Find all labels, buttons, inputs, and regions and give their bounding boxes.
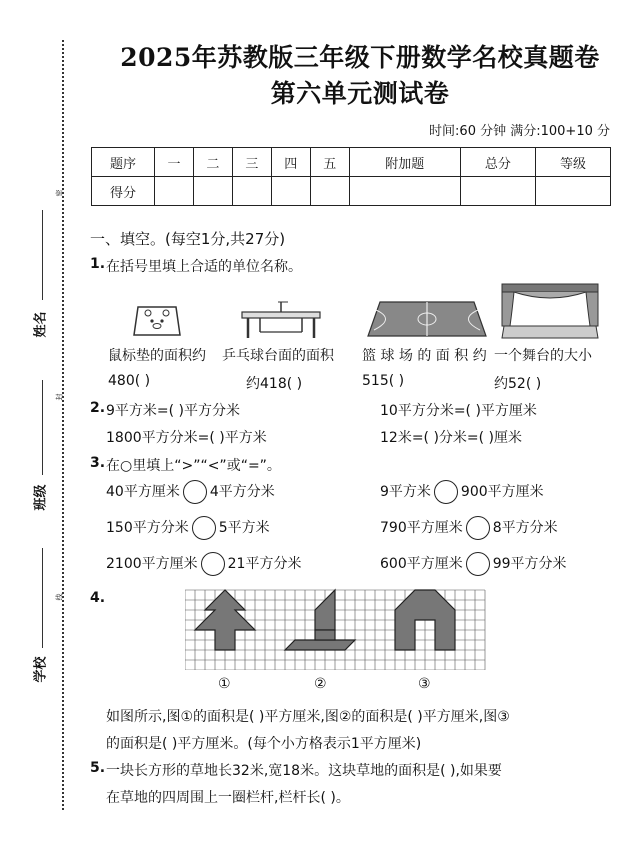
q2-a[interactable]: 9平方米=( )平方分米 <box>106 403 241 419</box>
class-blank[interactable] <box>42 380 43 475</box>
mouse-pad-image <box>132 305 182 337</box>
compare-left: 40平方厘米 <box>106 484 180 500</box>
score-input-cell[interactable] <box>310 177 349 206</box>
q1-item2-blank[interactable]: 约418( ) <box>246 376 303 392</box>
q1-item3-line1: 篮 球 场 的 面 积 约 <box>362 348 487 364</box>
exam-meta: 时间:60 分钟 满分:100+10 分 <box>429 124 610 139</box>
q1-item1-line1: 鼠标垫的面积约 <box>108 348 206 364</box>
question-number: 1. <box>90 256 106 272</box>
grid-figure <box>185 588 487 670</box>
school-label: 学校 <box>33 656 49 683</box>
figure-2-shape <box>315 630 335 640</box>
table-cell: 五 <box>310 148 349 177</box>
name-blank[interactable] <box>42 210 43 300</box>
q1-item4-blank[interactable]: 约52( ) <box>494 376 542 392</box>
name-label: 姓名 <box>33 311 49 338</box>
question-number: 3. <box>90 455 106 471</box>
score-input-cell[interactable] <box>535 177 610 206</box>
table-cell: 二 <box>193 148 232 177</box>
compare-left: 600平方厘米 <box>380 556 463 572</box>
figure-2-shape <box>285 640 355 650</box>
score-input-cell[interactable] <box>460 177 535 206</box>
compare-row <box>106 552 301 576</box>
compare-left: 150平方分米 <box>106 520 189 536</box>
stage-image <box>500 282 600 340</box>
figure-2-label: ② <box>314 676 327 692</box>
compare-left: 9平方米 <box>380 484 431 500</box>
page-subtitle: 第六单元测试卷 <box>270 79 450 108</box>
compare-row <box>106 480 275 504</box>
basketball-court-image <box>366 298 488 340</box>
compare-right: 900平方厘米 <box>460 484 544 500</box>
compare-right: 8平方分米 <box>492 520 558 536</box>
compare-row <box>380 516 558 540</box>
score-table-header-row <box>92 148 611 177</box>
q1-item3-blank[interactable]: 515( ) <box>362 373 405 389</box>
compare-right: 99平方分米 <box>492 556 567 572</box>
compare-left: 790平方厘米 <box>380 520 463 536</box>
compare-circle[interactable] <box>434 480 458 504</box>
table-cell: 三 <box>232 148 271 177</box>
binding-mark-2: 封 <box>55 393 64 401</box>
compare-right: 4平方分米 <box>209 484 275 500</box>
q5-text-line2[interactable]: 在草地的四周围上一圈栏杆,栏杆长( )。 <box>106 790 350 806</box>
score-input-cell[interactable] <box>155 177 194 206</box>
compare-circle[interactable] <box>466 552 490 576</box>
compare-row <box>106 516 270 540</box>
compare-right: 21平方分米 <box>227 556 302 572</box>
table-cell: 等级 <box>535 148 610 177</box>
score-input-cell[interactable] <box>232 177 271 206</box>
compare-circle[interactable] <box>192 516 216 540</box>
compare-circle[interactable] <box>466 516 490 540</box>
question-number: 2. <box>90 400 106 416</box>
ping-pong-table-image <box>240 298 322 340</box>
question-number: 5. <box>90 760 106 776</box>
compare-row <box>380 480 544 504</box>
score-input-cell[interactable] <box>193 177 232 206</box>
compare-right: 5平方米 <box>218 520 270 536</box>
q1-item4-line1: 一个舞台的大小 <box>494 348 592 364</box>
compare-circle[interactable] <box>201 552 225 576</box>
q4-text-line2[interactable]: 的面积是( )平方厘米。(每个小方格表示1平方厘米) <box>106 736 422 752</box>
score-table-score-row <box>92 177 611 206</box>
table-cell: 附加题 <box>349 148 460 177</box>
compare-row <box>380 552 567 576</box>
score-input-cell[interactable] <box>271 177 310 206</box>
figure-1-label: ① <box>218 676 231 692</box>
table-cell: 得分 <box>92 177 155 206</box>
school-blank[interactable] <box>42 548 43 648</box>
compare-left: 2100平方厘米 <box>106 556 198 572</box>
compare-circle[interactable] <box>183 480 207 504</box>
class-label: 班级 <box>33 484 49 511</box>
table-cell: 一 <box>155 148 194 177</box>
question-text: 在○里填上“>”“<”或“=”。 <box>106 458 281 474</box>
section-heading: 一、填空。(每空1分,共27分) <box>90 230 286 248</box>
binding-mark-3: 线 <box>55 593 64 601</box>
table-cell: 总分 <box>460 148 535 177</box>
q1-item2-line1: 乒乓球台面的面积 <box>222 348 334 364</box>
table-cell: 四 <box>271 148 310 177</box>
score-table <box>91 147 611 206</box>
q2-d[interactable]: 12米=( )分米=( )厘米 <box>380 430 523 446</box>
page-title: 2025年苏教版三年级下册数学名校真题卷 <box>120 43 600 72</box>
table-cell: 题序 <box>92 148 155 177</box>
score-input-cell[interactable] <box>349 177 460 206</box>
q5-text-line1[interactable]: 一块长方形的草地长32米,宽18米。这块草地的面积是( ),如果要 <box>106 763 502 779</box>
figure-3-label: ③ <box>418 676 431 692</box>
q2-c[interactable]: 1800平方分米=( )平方米 <box>106 430 267 446</box>
binding-line <box>62 40 64 810</box>
binding-mark-1: 密 <box>55 189 64 197</box>
question-number: 4. <box>90 590 106 606</box>
q4-text-line1[interactable]: 如图所示,图①的面积是( )平方厘米,图②的面积是( )平方厘米,图③ <box>106 709 510 725</box>
q1-item1-blank[interactable]: 480( ) <box>108 373 151 389</box>
q2-b[interactable]: 10平方分米=( )平方厘米 <box>380 403 537 419</box>
question-text: 在括号里填上合适的单位名称。 <box>106 259 302 275</box>
